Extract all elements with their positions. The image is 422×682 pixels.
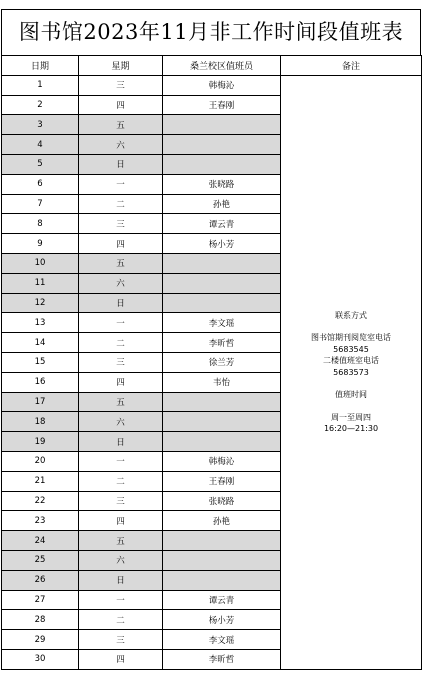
staff-cell: 谭云青 [163, 590, 281, 610]
weekday-cell: 日 [79, 432, 163, 452]
date-cell: 29 [2, 630, 79, 650]
weekday-cell: 三 [79, 630, 163, 650]
date-cell: 23 [2, 511, 79, 531]
duty-roster-sheet [1, 9, 421, 670]
note-spacer [281, 378, 421, 389]
header-date: 日期 [2, 56, 79, 76]
weekday-cell: 日 [79, 570, 163, 590]
note-spacer [281, 321, 421, 332]
date-cell: 25 [2, 550, 79, 570]
staff-cell: 孙艳 [163, 194, 281, 214]
staff-cell [163, 531, 281, 551]
header-weekday: 星期 [79, 56, 163, 76]
staff-cell: 李文瑶 [163, 313, 281, 333]
weekday-cell: 三 [79, 352, 163, 372]
header-staff: 桑兰校区值班员 [163, 56, 281, 76]
weekday-cell: 四 [79, 649, 163, 669]
date-cell: 20 [2, 451, 79, 471]
date-cell: 26 [2, 570, 79, 590]
staff-cell [163, 550, 281, 570]
staff-cell [163, 115, 281, 135]
weekday-cell: 三 [79, 214, 163, 234]
weekday-cell: 一 [79, 174, 163, 194]
date-cell: 22 [2, 491, 79, 511]
date-cell: 18 [2, 412, 79, 432]
staff-cell: 韦怡 [163, 372, 281, 392]
date-cell: 8 [2, 214, 79, 234]
weekday-cell: 六 [79, 412, 163, 432]
staff-cell: 杨小芳 [163, 234, 281, 254]
staff-cell: 孙艳 [163, 511, 281, 531]
staff-cell [163, 392, 281, 412]
date-cell: 17 [2, 392, 79, 412]
weekday-cell: 五 [79, 392, 163, 412]
staff-cell: 张晓路 [163, 491, 281, 511]
date-cell: 28 [2, 610, 79, 630]
weekday-cell: 四 [79, 95, 163, 115]
weekday-cell: 一 [79, 313, 163, 333]
date-cell: 4 [2, 135, 79, 155]
staff-cell: 韩梅沁 [163, 75, 281, 95]
date-cell: 13 [2, 313, 79, 333]
date-cell: 15 [2, 352, 79, 372]
header-note: 备注 [281, 56, 422, 76]
date-cell: 2 [2, 95, 79, 115]
weekday-cell: 六 [79, 550, 163, 570]
weekday-cell: 二 [79, 471, 163, 491]
note-duty-days: 周一至周四 [331, 412, 371, 422]
date-cell: 5 [2, 154, 79, 174]
weekday-cell: 四 [79, 234, 163, 254]
note-reading-room-label: 图书馆期刊阅览室电话 [311, 333, 391, 343]
date-cell: 10 [2, 253, 79, 273]
header-row [2, 56, 422, 76]
date-cell: 1 [2, 75, 79, 95]
date-cell: 9 [2, 234, 79, 254]
weekday-cell: 五 [79, 531, 163, 551]
roster-title: 图书馆2023年11月非工作时间段值班表 [1, 9, 421, 55]
staff-cell [163, 135, 281, 155]
staff-cell [163, 293, 281, 313]
weekday-cell: 四 [79, 511, 163, 531]
staff-cell: 韩梅沁 [163, 451, 281, 471]
date-cell: 16 [2, 372, 79, 392]
roster-table [1, 55, 422, 670]
staff-cell: 杨小芳 [163, 610, 281, 630]
staff-cell [163, 154, 281, 174]
staff-cell: 李文瑶 [163, 630, 281, 650]
weekday-cell: 五 [79, 115, 163, 135]
date-cell: 27 [2, 590, 79, 610]
weekday-cell: 五 [79, 253, 163, 273]
weekday-cell: 二 [79, 194, 163, 214]
note-reading-room-phone: 5683545 [333, 344, 369, 354]
note-duty-room-phone: 5683573 [333, 367, 369, 377]
date-cell: 21 [2, 471, 79, 491]
weekday-cell: 六 [79, 135, 163, 155]
note-duty-time-heading: 值班时间 [335, 390, 367, 400]
weekday-cell: 一 [79, 590, 163, 610]
weekday-cell: 三 [79, 491, 163, 511]
weekday-cell: 二 [79, 333, 163, 353]
staff-cell [163, 570, 281, 590]
staff-cell [163, 432, 281, 452]
roster-body [2, 75, 422, 669]
staff-cell: 王春刚 [163, 471, 281, 491]
staff-cell: 李昕哲 [163, 333, 281, 353]
weekday-cell: 日 [79, 293, 163, 313]
table-row [2, 75, 422, 95]
weekday-cell: 一 [79, 451, 163, 471]
weekday-cell: 日 [79, 154, 163, 174]
date-cell: 11 [2, 273, 79, 293]
staff-cell: 李昕哲 [163, 649, 281, 669]
date-cell: 24 [2, 531, 79, 551]
date-cell: 3 [2, 115, 79, 135]
staff-cell [163, 412, 281, 432]
weekday-cell: 六 [79, 273, 163, 293]
staff-cell: 谭云青 [163, 214, 281, 234]
staff-cell: 徐兰芳 [163, 352, 281, 372]
date-cell: 30 [2, 649, 79, 669]
note-duty-room-label: 二楼值班室电话 [323, 356, 379, 366]
weekday-cell: 二 [79, 610, 163, 630]
weekday-cell: 四 [79, 372, 163, 392]
date-cell: 6 [2, 174, 79, 194]
date-cell: 14 [2, 333, 79, 353]
staff-cell: 王春刚 [163, 95, 281, 115]
staff-cell: 张晓路 [163, 174, 281, 194]
note-cell [281, 75, 422, 669]
note-duty-hours: 16:20—21:30 [323, 424, 379, 434]
date-cell: 7 [2, 194, 79, 214]
date-cell: 12 [2, 293, 79, 313]
weekday-cell: 三 [79, 75, 163, 95]
staff-cell [163, 253, 281, 273]
note-spacer [281, 401, 421, 412]
note-contact-heading: 联系方式 [335, 310, 367, 320]
date-cell: 19 [2, 432, 79, 452]
staff-cell [163, 273, 281, 293]
